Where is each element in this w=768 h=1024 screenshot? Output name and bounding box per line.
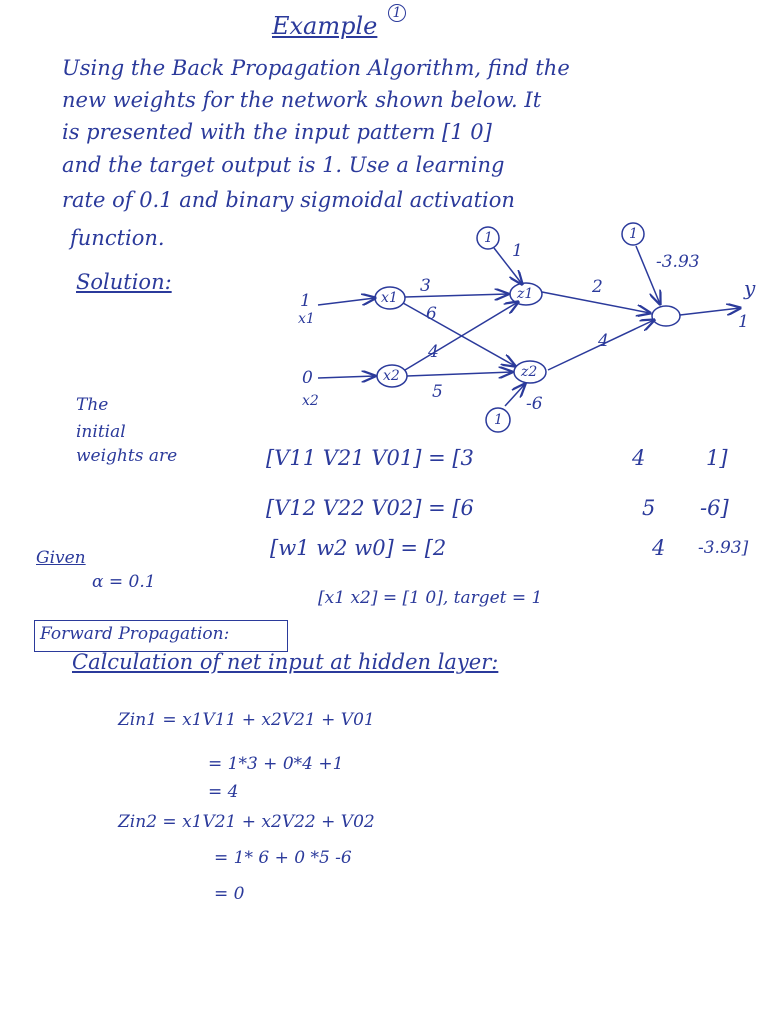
- weight-x1-z2: 6: [426, 304, 437, 324]
- edge-x2-z1: [405, 302, 518, 370]
- initial-weights-label-1: The: [76, 395, 109, 415]
- weight-b-z2: -6: [526, 394, 543, 414]
- node-label-x2: x2: [383, 368, 400, 384]
- given-inputs: [x1 x2] = [1 0], target = 1: [318, 588, 543, 608]
- problem-line-1: Using the Back Propagation Algorithm, find the: [62, 56, 570, 80]
- node-label-x1: x1: [381, 290, 398, 306]
- equation-zin2-step1: = 1* 6 + 0 *5 -6: [214, 848, 352, 868]
- node-label-y: y: [744, 276, 756, 300]
- weights-row-3-v3: -3.93]: [698, 538, 749, 558]
- node-y: [652, 306, 680, 326]
- weights-row-1-v3: 1]: [706, 446, 728, 470]
- bias-label-z1: 1: [484, 230, 493, 246]
- problem-line-3: is presented with the input pattern [1 0]: [62, 120, 492, 144]
- weight-z2-y: 4: [598, 331, 609, 351]
- given-alpha: α = 0.1: [92, 572, 156, 592]
- initial-weights-label-3: weights are: [76, 446, 178, 466]
- edge-b-z2: [505, 384, 525, 406]
- weight-b-z1: 1: [512, 241, 523, 261]
- edge-in-x2: [318, 376, 375, 378]
- page-title: Example: [272, 12, 378, 40]
- weights-row-3-v2: 4: [652, 536, 666, 560]
- edge-in-x1: [318, 298, 375, 305]
- weight-x2-z1: 4: [428, 342, 439, 362]
- bias-label-z2: 1: [494, 412, 503, 428]
- output-target: 1: [738, 312, 749, 332]
- weight-x1-z1: 3: [420, 276, 431, 296]
- input-value-x1: 1: [300, 291, 311, 311]
- problem-line-4: and the target output is 1. Use a learning: [62, 153, 505, 177]
- given-label: Given: [36, 548, 86, 568]
- example-number-badge: 1: [388, 4, 406, 22]
- edge-out-y: [680, 308, 740, 315]
- weights-row-2-v2: 5: [642, 496, 656, 520]
- weights-row-1-lhs: [V11 V21 V01] = [3: [266, 446, 474, 470]
- equation-zin2: Zin2 = x1V21 + x2V22 + V02: [118, 812, 375, 832]
- input-name-x1: x1: [298, 311, 315, 327]
- weight-z1-y: 2: [592, 277, 603, 297]
- bias-label-y: 1: [629, 226, 638, 242]
- weights-row-3-lhs: [w1 w2 w0] = [2: [270, 536, 447, 560]
- edge-x1-z2: [403, 303, 515, 366]
- equation-zin1-result: = 4: [208, 782, 239, 802]
- problem-line-2: new weights for the network shown below. It: [62, 88, 542, 112]
- node-label-z1: z1: [517, 286, 534, 302]
- equation-zin2-result: = 0: [214, 884, 245, 904]
- edge-x2-z2: [407, 372, 512, 376]
- forward-propagation-title: Forward Propagation:: [40, 624, 230, 644]
- weights-row-1-v2: 4: [632, 446, 646, 470]
- weight-x2-z2: 5: [432, 382, 443, 402]
- input-name-x2: x2: [302, 393, 319, 409]
- node-label-z2: z2: [521, 364, 538, 380]
- weights-row-2-lhs: [V12 V22 V02] = [6: [266, 496, 474, 520]
- problem-line-6: function.: [70, 226, 165, 250]
- input-value-x2: 0: [302, 368, 313, 388]
- initial-weights-label-2: initial: [76, 422, 126, 442]
- equation-zin1: Zin1 = x1V11 + x2V21 + V01: [118, 710, 375, 730]
- weight-b-y: -3.93: [656, 252, 700, 272]
- problem-line-5: rate of 0.1 and binary sigmoidal activation: [62, 188, 515, 212]
- calc-title: Calculation of net input at hidden layer:: [72, 650, 499, 674]
- weights-row-2-v3: -6]: [700, 496, 729, 520]
- solution-label: Solution:: [76, 270, 172, 294]
- equation-zin1-step1: = 1*3 + 0*4 +1: [208, 754, 344, 774]
